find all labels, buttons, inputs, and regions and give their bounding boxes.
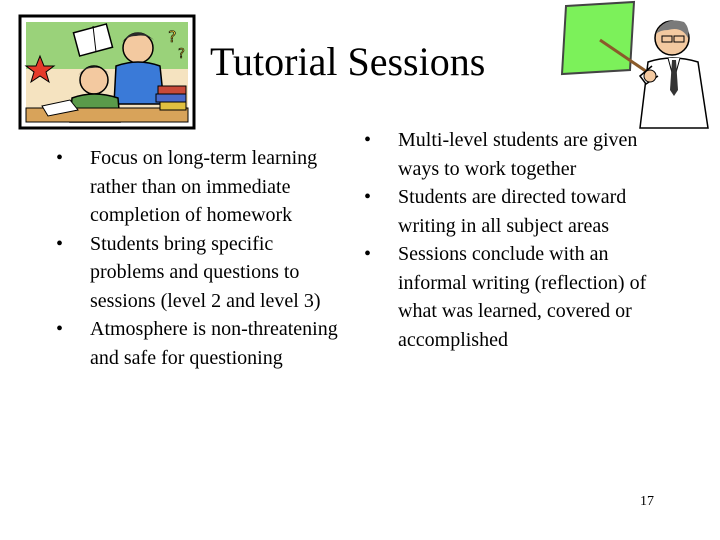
svg-text:?: ?	[168, 27, 177, 46]
right-bullet-list	[364, 126, 664, 354]
bullet-text: Multi-level students are given ways to work together	[398, 129, 638, 180]
teacher-pointing-at-board-clipart-icon	[560, 0, 712, 130]
bullet-text: Sessions conclude with an informal writing (reflection) of what was learned, covered or accomplished	[398, 243, 647, 351]
bullet-icon: •	[364, 129, 372, 151]
students-studying-clipart-icon	[18, 14, 196, 130]
bullet-icon: •	[364, 186, 372, 208]
bullet-icon: •	[56, 318, 64, 340]
left-bullet-list	[56, 144, 348, 372]
bullet-text: Students bring specific problems and questions to sessions (level 2 and level 3)	[90, 232, 321, 312]
list-item	[364, 183, 664, 240]
list-item	[56, 230, 348, 316]
list-item	[364, 126, 664, 183]
list-item	[56, 144, 348, 230]
bullet-text: Focus on long-term learning rather than on immediate completion of homework	[90, 147, 318, 226]
bullet-text: Atmosphere is non-threatening and safe for questioning	[90, 318, 338, 369]
svg-text:?: ?	[178, 47, 185, 62]
bullet-icon: •	[56, 232, 64, 255]
list-item	[56, 315, 348, 372]
page-number: 17	[640, 494, 654, 509]
bullet-icon: •	[364, 243, 372, 265]
list-item	[364, 240, 664, 354]
bullet-icon: •	[56, 147, 64, 169]
bullet-text: Students are directed toward writing in all subject areas	[398, 186, 627, 237]
slide-title: Tutorial Sessions	[210, 39, 486, 84]
